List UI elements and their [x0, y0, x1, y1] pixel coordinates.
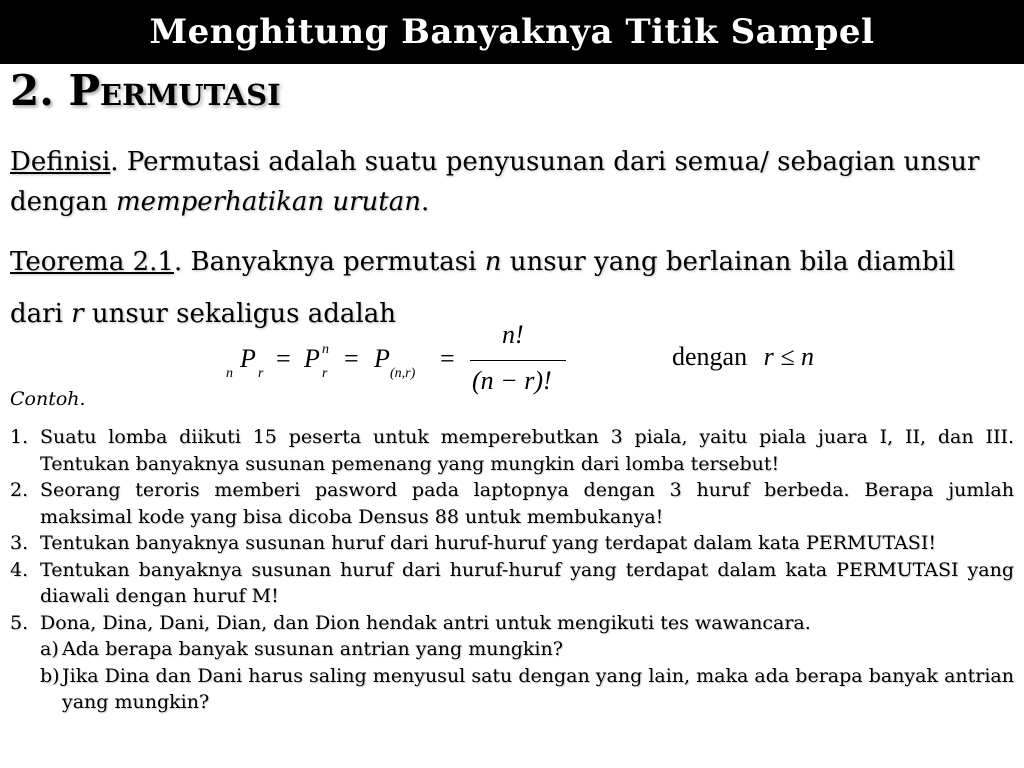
list-item [10, 424, 1014, 477]
sub-item [40, 663, 1014, 716]
formula-pre-n: n [226, 366, 233, 381]
item-number: 1. [10, 426, 29, 448]
definition-end: . [420, 187, 430, 217]
definition-paragraph [10, 142, 1014, 222]
formula-denominator: (n − r)! [472, 366, 552, 395]
examples-label: Contoh. [10, 388, 86, 410]
definition-text: . Permutasi adalah suatu penyusunan dari semua/ sebagian unsur dengan [10, 147, 980, 217]
item-text: Seorang teroris memberi pasword pada laptopnya dengan 3 huruf berbeda. Berapa jumlah maksimal kode yang bisa dicoba Densus 88 untuk membukanya! [40, 479, 1014, 528]
list-item [10, 610, 1014, 637]
formula-r1: r [258, 366, 264, 381]
formula-eq1: = [276, 344, 291, 373]
definition-emphasis: memperhatikan urutan [115, 187, 421, 217]
item-number: 4. [10, 558, 29, 581]
permutation-formula [226, 320, 586, 402]
item-number: 3. [10, 532, 29, 554]
formula-eq3: = [440, 344, 455, 373]
item-text: Tentukan banyaknya susunan huruf dari huruf-huruf yang terdapat dalam kata PERMUTASI yang diawali dengan huruf M! [40, 558, 1014, 607]
theorem-text-2: unsur yang berlainan bila diambil dari [10, 247, 956, 329]
condition-expression: r ≤ n [763, 342, 814, 371]
theorem-text-3: unsur sekaligus adalah [83, 299, 396, 329]
formula-p1: P [240, 344, 256, 373]
sub-item-label: b) [40, 664, 60, 687]
item-number: 2. [10, 479, 29, 501]
formula-p2: P [304, 344, 320, 373]
formula-condition [672, 342, 814, 372]
theorem-var-n: n [484, 247, 502, 277]
list-item [10, 557, 1014, 610]
formula-sub3: (n,r) [390, 366, 416, 381]
sub-item-label: a) [40, 638, 59, 660]
examples-list [10, 424, 1014, 716]
sub-item-text: Jika Dina dan Dani harus saling menyusul satu dengan yang lain, maka ada berapa banyak antrian yang mungkin? [62, 664, 1014, 713]
sub-item-text: Ada berapa banyak susunan antrian yang mungkin? [62, 638, 563, 660]
formula-eq2: = [344, 344, 359, 373]
list-item [10, 477, 1014, 530]
title-bar [0, 0, 1024, 64]
section-heading: 2. Permutasi [10, 66, 281, 115]
formula-n2: n [322, 342, 329, 357]
condition-word: dengan [672, 342, 748, 371]
fraction-line [470, 360, 566, 361]
formula-numerator: n! [502, 320, 524, 349]
definition-term: Definisi [10, 147, 111, 177]
item-text: Dona, Dina, Dani, Dian, dan Dion hendak antri untuk mengikuti tes wawancara. [40, 611, 811, 634]
list-item [10, 530, 1014, 557]
formula-r2: r [322, 366, 328, 381]
theorem-text-1: . Banyaknya permutasi [173, 247, 485, 277]
item-text: Suatu lomba diikuti 15 peserta untuk memperebutkan 3 piala, yaitu piala juara I, II, dan III. Tentukan banyaknya susunan pemenang yang mungkin dari lomba tersebut! [40, 426, 1014, 475]
formula-p3: P [374, 344, 390, 373]
item-number: 5. [10, 611, 29, 634]
theorem-var-r: r [71, 299, 84, 329]
sub-item [40, 636, 1014, 663]
item-text: Tentukan banyaknya susunan huruf dari huruf-huruf yang terdapat dalam kata PERMUTASI! [40, 532, 936, 554]
slide-title: Menghitung Banyaknya Titik Sampel [149, 12, 875, 52]
theorem-term: Teorema 2.1 [10, 247, 174, 277]
